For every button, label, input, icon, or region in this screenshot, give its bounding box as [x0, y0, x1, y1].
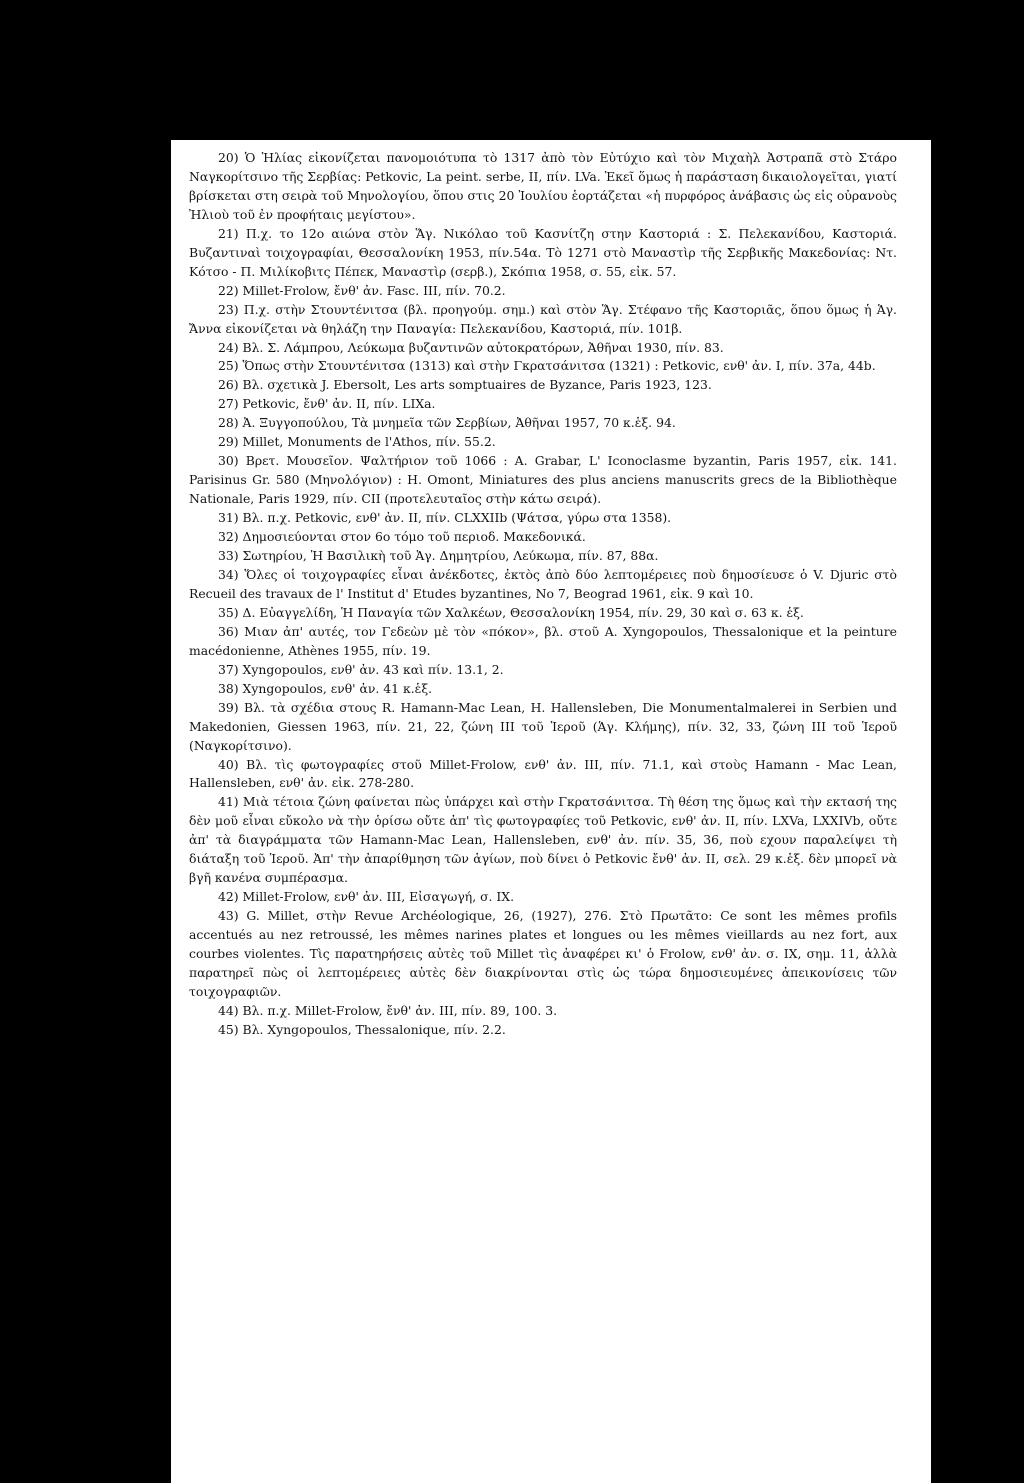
footnote-37	[189, 661, 897, 680]
footnote-27-text: 27) Petkovic, ἔνθ' ἀν. II, πίν. LIXa.	[218, 396, 436, 412]
footnote-20	[189, 149, 897, 225]
footnote-26	[189, 376, 897, 395]
footnote-29	[189, 433, 897, 452]
footnote-29-text: 29) Millet, Monuments de l'Athos, πίν. 55.2.	[218, 434, 496, 450]
footnote-43	[189, 907, 897, 1002]
footnote-27	[189, 395, 897, 414]
footnote-39-text: 39) Βλ. τὰ σχέδια στους R. Hamann-Mac Lean, H. Hallensleben, Die Monumentalmalerei in Serbien und Makedonien, Giessen 1963, πίν. 21, 22, ζώνη III τοῦ Ἱεροῦ (Ἁγ. Κλήμης), πίν. 32, 33, ζώνη III τοῦ Ἱεροῦ (Ναγκορίτσινο).	[189, 699, 897, 753]
footnote-20-text: 20) Ὁ Ἠλίας εἰκονίζεται πανομοιότυπα τὸ 1317 ἀπὸ τὸν Εὐτύχιο καὶ τὸν Μιχαὴλ Ἀστραπᾶ στὸ Στάρο Ναγκορίτσινο τῆς Σερβίας: Petkovic, La peint. serbe, II, πίν. LVa. Ἐκεῖ ὅμως ἡ παράσταση δικαιολογεῖται, γιατί βρίσκεται στη σειρὰ τοῦ Μηνολογίου, ὅπου στις 20 Ἰουλίου ἑορτάζεται «ἡ πυρφόρος ἀνάβασις ὡς εἰς οὐρανοὺς Ἠλιοὺ τοῦ ἐν προφήταις μεγίστου».	[189, 150, 897, 222]
footnote-44	[189, 1002, 897, 1021]
footnote-26-text: 26) Βλ. σχετικὰ J. Ebersolt, Les arts somptuaires de Byzance, Paris 1923, 123.	[218, 377, 712, 393]
footnote-42-text: 42) Millet-Frolow, ενθ' ἀν. III, Εἰσαγωγή, σ. IX.	[218, 889, 515, 905]
footnote-31-text: 31) Βλ. π.χ. Petkovic, ενθ' ἀν. II, πίν. CLXXIIb (Ψάτσα, γύρω στα 1358).	[218, 510, 672, 526]
footnote-21	[189, 225, 897, 282]
footnote-34-text: 34) Ὅλες οἱ τοιχογραφίες εἶναι ἀνέκδοτες, ἐκτὸς ἀπὸ δύο λεπτομέρειες ποὺ δημοσίευσε ὁ V. Djuric στὸ Recueil des travaux de l' Institut d' Etudes byzantines, No 7, Beograd 1961, εἰκ. 9 καὶ 10.	[189, 566, 897, 601]
footnote-43-text: 43) G. Millet, στὴν Revue Archéologique, 26, (1927), 276. Στὸ Πρωτᾶτο: Ce sont les mêmes profils accentués au nez retroussé, les mêmes narines plates et longues ou les mêmes vieillards au nez fort, aux courbes violentes. Τὶς παρατηρήσεις αὐτὲς τοῦ Millet τὶς ἀναφέρει κι' ὁ Frolow, ενθ' ἀν. σ. IX, σημ. 11, ἀλλὰ παρατηρεῖ πὼς οἱ λεπτομέρειες αὐτὲς δὲν διακρίνονται στὶς ὡς τώρα δημοσιευμένες ἀπεικονίσεις τῶν τοιχογραφιῶν.	[189, 908, 897, 999]
footnote-42	[189, 888, 897, 907]
footnote-40	[189, 756, 897, 794]
footnote-44-text: 44) Βλ. π.χ. Millet-Frolow, ἔνθ' ἀν. III, πίν. 89, 100. 3.	[218, 1002, 558, 1018]
footnote-28-text: 28) Ἀ. Ξυγγοπούλου, Τὰ μνημεῖα τῶν Σερβίων, Ἀθῆναι 1957, 70 κ.ἑξ. 94.	[218, 415, 676, 431]
footnote-33-text: 33) Σωτηρίου, Ἡ Βασιλικὴ τοῦ Ἁγ. Δημητρίου, Λεύκωμα, πίν. 87, 88α.	[218, 548, 659, 564]
footnote-41	[189, 793, 897, 888]
footnote-24	[189, 339, 897, 358]
footnote-36	[189, 623, 897, 661]
footnote-23-text: 23) Π.χ. στὴν Στουντένιτσα (βλ. προηγούμ. σημ.) καὶ στὸν Ἅγ. Στέφανο τῆς Καστοριᾶς, ὅπου ὅμως ἡ Ἁγ. Ἄννα εἰκονίζεται νὰ θηλάζη την Παναγία: Πελεκανίδου, Καστοριά, πίν. 101β.	[189, 301, 897, 336]
footnote-25	[189, 357, 897, 376]
footnote-34	[189, 566, 897, 604]
footnote-32-text: 32) Δημοσιεύονται στον 6ο τόμο τοῦ περιοδ. Μακεδονικά.	[218, 529, 586, 545]
footnote-35-text: 35) Δ. Εὐαγγελίδη, Ἡ Παναγία τῶν Χαλκέων, Θεσσαλονίκη 1954, πίν. 29, 30 καὶ σ. 63 κ. ἑξ.	[218, 604, 804, 620]
footnote-28	[189, 414, 897, 433]
footnote-32	[189, 528, 897, 547]
footnote-31	[189, 509, 897, 528]
footnote-22	[189, 282, 897, 301]
footnote-40-text: 40) Βλ. τὶς φωτογραφίες στοῦ Millet-Frolow, ενθ' ἀν. III, πίν. 71.1, καὶ στοὺς Hamann - Mac Lean, Hallensleben, ενθ' ἀν. εἰκ. 278-280.	[189, 756, 897, 791]
footnote-37-text: 37) Xyngopoulos, ενθ' ἀν. 43 καὶ πίν. 13.1, 2.	[218, 661, 504, 677]
footnote-45-text: 45) Βλ. Xyngopoulos, Thessalonique, πίν. 2.2.	[218, 1021, 506, 1037]
footnote-30	[189, 452, 897, 509]
footnote-39	[189, 699, 897, 756]
footnote-23	[189, 301, 897, 339]
footnote-38-text: 38) Xyngopoulos, ενθ' ἀν. 41 κ.ἑξ.	[218, 680, 433, 696]
footnotes-block	[189, 149, 897, 1040]
footnote-41-text: 41) Μιὰ τέτοια ζώνη φαίνεται πὼς ὑπάρχει καὶ στὴν Γκρατσάνιτσα. Τὴ θέση της ὅμως καὶ τὴν εκτασή της δὲν μοῦ εἶναι εὔκολο νὰ τὴν ὁρίσω οὔτε ἀπ' τὶς φωτογραφίες τοῦ Petkovic, ενθ' ἀν. II, πίν. LXVa, LXXIVb, οὔτε ἀπ' τὰ διαγράμματα τῶν Hamann-Mac Lean, Hallensleben, ενθ' ἀν. πίν. 35, 36, ποὺ εχουν παραλείψει τὴ διάταξη τοῦ Ἱεροῦ. Ἀπ' τὴν ἀπαρίθμηση τῶν ἁγίων, ποὺ δίνει ὁ Petkovic ἔνθ' ἀν. II, σελ. 29 κ.ἑξ. δὲν μπορεῖ νὰ βγῆ κανένα συμπέρασμα.	[189, 794, 897, 886]
footnote-36-text: 36) Μιαν ἀπ' αυτές, τον Γεδεὼν μὲ τὸν «πόκον», βλ. στοῦ Α. Xyngopoulos, Thessalonique et la peinture macédonienne, Athènes 1955, πίν. 19.	[189, 623, 897, 658]
footnote-33	[189, 547, 897, 566]
footnote-25-text: 25) Ὅπως στὴν Στουντένιτσα (1313) καὶ στὴν Γκρατσάνιτσα (1321) : Petkovic, ενθ' ἀν. I, πίν. 37a, 44b.	[218, 358, 876, 374]
footnote-30-text: 30) Βρετ. Μουσεῖον. Ψαλτήριον τοῦ 1066 : Α. Grabar, L' Iconoclasme byzantin, Paris 1957, εἰκ. 141. Parisinus Gr. 580 (Μηνολόγιον) : H. Omont, Miniatures des plus anciens manuscrits grecs de la Bibliothèque Nationale, Paris 1929, πίν. CII (προτελευταῖος στὴν κάτω σειρά).	[189, 453, 897, 507]
footnote-22-text: 22) Millet-Frolow, ἔνθ' ἀν. Fasc. III, πίν. 70.2.	[218, 282, 506, 298]
footnote-24-text: 24) Βλ. Σ. Λάμπρου, Λεύκωμα βυζαντινῶν αὐτοκρατόρων, Ἀθῆναι 1930, πίν. 83.	[218, 339, 724, 355]
footnote-35	[189, 604, 897, 623]
footnote-38	[189, 680, 897, 699]
footnote-45	[189, 1021, 897, 1040]
footnote-21-text: 21) Π.χ. το 12ο αιώνα στὸν Ἅγ. Νικόλαο τοῦ Κασνίτζη στην Καστοριά : Σ. Πελεκανίδου, Καστοριά. Βυζαντιναὶ τοιχογραφίαι, Θεσσαλονίκη 1953, πίν.54α. Τὸ 1271 στὸ Μαναστὶρ τῆς Σερβικῆς Μακεδονίας: Ντ. Κότσο - Π. Μιλίκοβιτς Πέπεκ, Μαναστὶρ (σερβ.), Σκόπια 1958, σ. 55, εἰκ. 57.	[189, 225, 897, 279]
